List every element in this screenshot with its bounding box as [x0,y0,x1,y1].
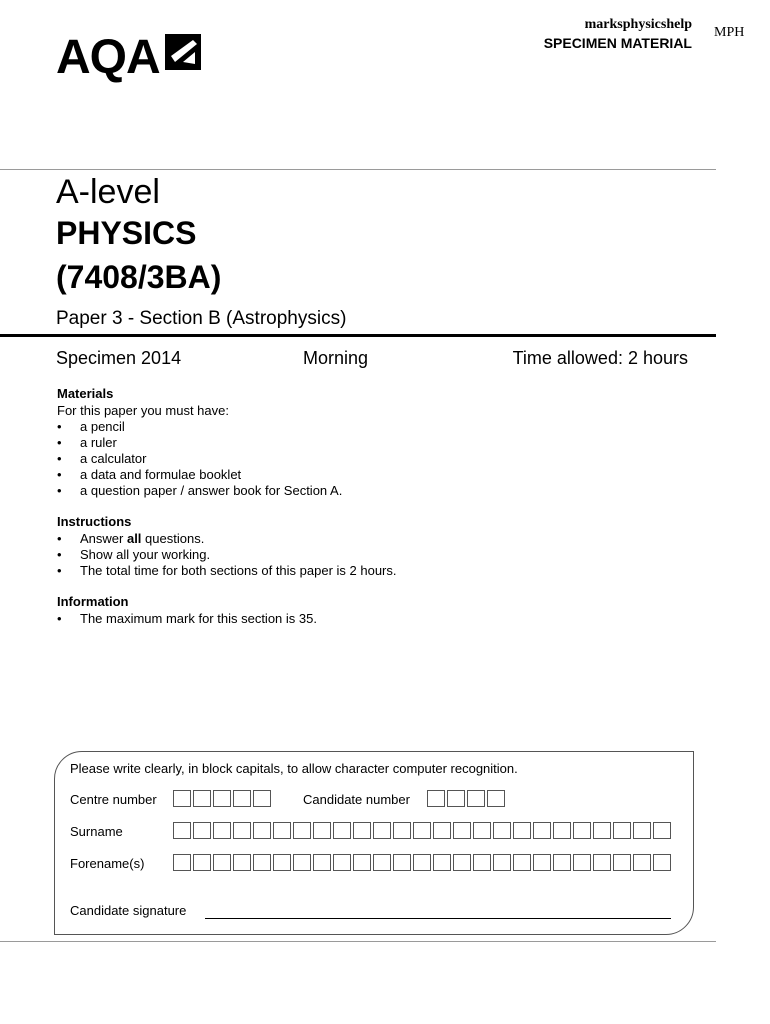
form-instruction: Please write clearly, in block capitals, to allow character computer recognition. [70,761,518,776]
centre-number-label: Centre number [70,792,157,807]
aqa-logo-text: AQA [56,31,160,84]
instructions-list [57,531,397,579]
information-list [57,611,317,627]
top-divider [0,169,716,170]
mph-mark: MPH [714,25,745,40]
list-item: • Show all your working. [57,547,211,562]
signature-label: Candidate signature [70,903,187,918]
paper-section-title: Paper 3 - Section B (Astrophysics) [56,308,347,329]
materials-heading: Materials [57,386,114,401]
materials-intro: For this paper you must have: [57,403,229,418]
instructions-heading: Instructions [57,514,132,529]
centre-number-boxes[interactable] [173,790,273,807]
materials-list [57,419,342,499]
forename-label: Forename(s) [70,856,145,871]
aqa-logo [56,31,203,84]
list-item: • a data and formulae booklet [57,467,242,482]
information-heading: Information [57,594,129,609]
candidate-number-boxes[interactable] [427,790,507,807]
specimen-material-label: SPECIMEN MATERIAL [543,35,692,51]
qualification-level: A-level [56,173,160,211]
paper-code: (7408/3BA) [56,259,222,295]
signature-line[interactable] [205,918,671,919]
list-item: • The total time for both sections of this paper is 2 hours. [57,563,397,578]
time-allowed: Time allowed: 2 hours [512,348,688,368]
aqa-logo-mark-icon [163,34,203,72]
subject-title: PHYSICS [56,215,197,251]
list-item: • The maximum mark for this section is 35. [57,611,317,626]
specimen-year: Specimen 2014 [56,348,182,368]
watermark-text: marksphysicshelp [584,17,692,32]
list-item: • a question paper / answer book for Section A. [57,483,343,498]
session-time: Morning [303,348,369,368]
list-item: • a calculator [57,451,147,466]
bottom-divider [0,941,716,942]
list-item: • Answer all questions. [57,531,205,546]
list-item: • a pencil [57,419,125,434]
surname-boxes[interactable] [173,822,673,839]
title-rule [0,334,716,337]
list-item: • a ruler [57,435,117,450]
surname-label: Surname [70,824,123,839]
candidate-number-label: Candidate number [303,792,410,807]
forename-boxes[interactable] [173,854,673,871]
